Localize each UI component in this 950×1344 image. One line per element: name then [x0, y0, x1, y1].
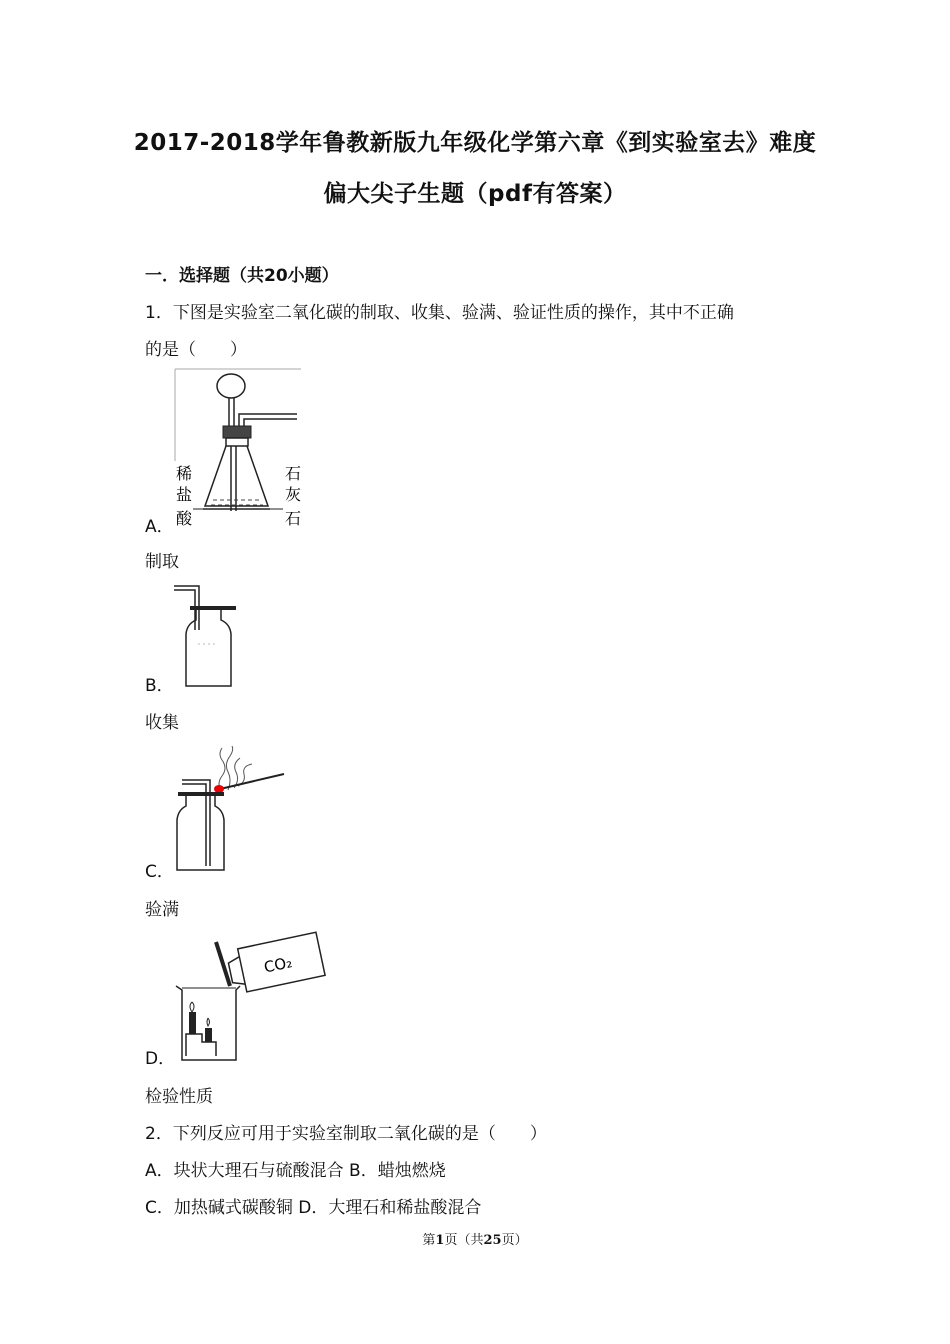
doc-title-line-1: 2017-2018学年鲁教新版九年级化学第六章《到实验室去》难度 [133, 130, 817, 156]
q1-option-b-letter: B． [145, 676, 174, 696]
q1-option-c-burning-stick-figure [172, 744, 292, 874]
footer-total-pages: 25 [483, 1233, 502, 1248]
q1-option-a-letter: A． [145, 517, 174, 537]
q2-stem: 2．下列反应可用于实验室制取二氧化碳的是（ ） [145, 1124, 547, 1144]
footer-page-number: 1 [435, 1233, 445, 1248]
doc-title-line-2: 偏大尖子生题（pdf有答案） [323, 181, 627, 207]
label-dilute-hcl-1: 稀 [176, 464, 193, 483]
footer-suffix: 页） [501, 1233, 528, 1248]
page-footer [0, 1229, 950, 1248]
label-dilute-hcl-2: 盐 [176, 485, 193, 504]
co2-bottle-label: CO₂ [262, 953, 294, 977]
q1-option-c-caption: 验满 [145, 900, 179, 920]
q1-option-d-co2-pouring-figure [172, 930, 332, 1064]
label-limestone-3: 石 [285, 509, 302, 528]
q1-option-a-caption: 制取 [145, 552, 179, 572]
q1-stem-line-1: 1．下图是实验室二氧化碳的制取、收集、验满、验证性质的操作，其中不正确 [145, 303, 734, 323]
footer-prefix: 第 [422, 1233, 436, 1248]
q1-option-b-collection-bottle-figure [172, 582, 242, 688]
q1-option-d-letter: D． [145, 1049, 176, 1069]
label-limestone-1: 石 [285, 464, 302, 483]
q2-options-row-1: A．块状大理石与硫酸混合 B．蜡烛燃烧 [145, 1161, 446, 1181]
q1-option-c-letter: C． [145, 862, 174, 882]
label-dilute-hcl-3: 酸 [176, 509, 193, 528]
label-limestone-2: 灰 [285, 485, 302, 504]
footer-mid: 页（共 [444, 1233, 484, 1248]
q1-option-d-caption: 检验性质 [145, 1087, 213, 1107]
q2-options-row-2: C．加热碱式碳酸铜 D．大理石和稀盐酸混合 [145, 1198, 482, 1218]
q1-option-b-caption: 收集 [145, 713, 179, 733]
section-heading: 一．选择题（共20小题） [145, 266, 339, 286]
q1-option-a-apparatus-figure [173, 366, 303, 531]
q1-stem-line-2: 的是（ ） [145, 340, 247, 360]
